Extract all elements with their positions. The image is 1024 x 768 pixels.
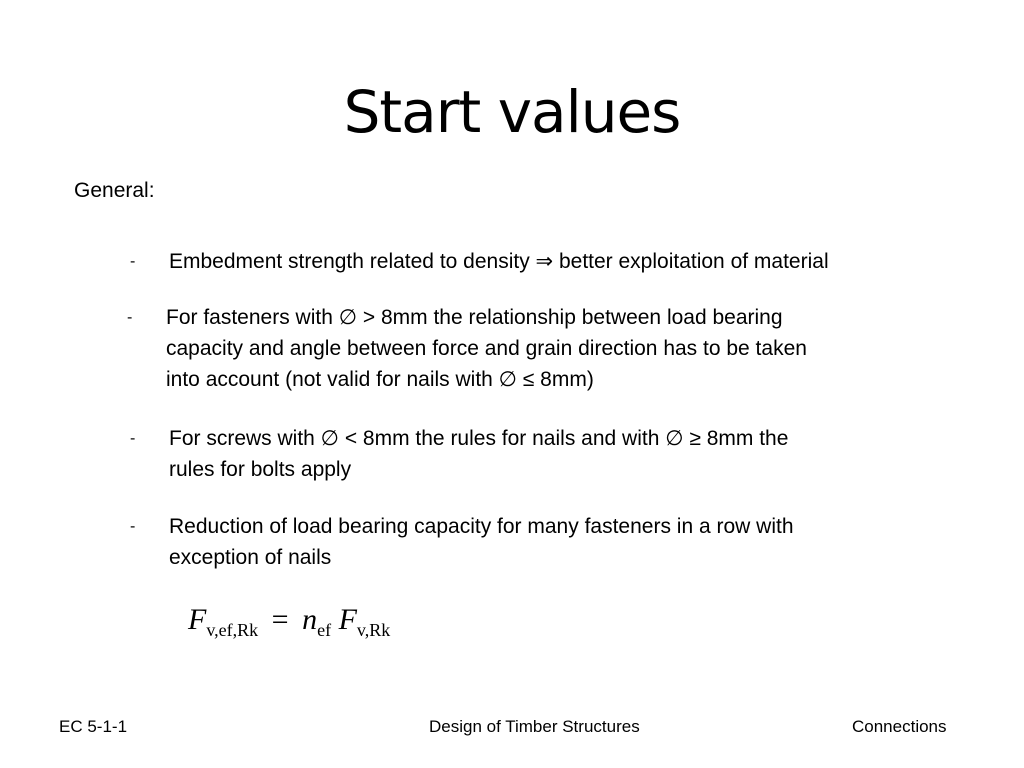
formula-lhs-symbol: F bbox=[188, 603, 207, 636]
footer-left: EC 5-1-1 bbox=[59, 717, 128, 736]
bullet-line: For screws with ∅ < 8mm the rules for nails and with ∅ ≥ 8mm the bbox=[169, 427, 789, 450]
bullet-text bbox=[169, 423, 788, 485]
formula-rhs-subscript: v,Rk bbox=[356, 620, 391, 640]
bullet-line: rules for bolts apply bbox=[169, 458, 352, 481]
bullet-line: For fasteners with ∅ > 8mm the relationship between load bearing bbox=[166, 306, 783, 329]
formula-n-symbol: n bbox=[302, 603, 318, 636]
general-label: General: bbox=[74, 179, 155, 202]
formula-n-subscript: ef bbox=[317, 620, 332, 640]
bullet-line: capacity and angle between force and grain direction has to be taken bbox=[166, 337, 807, 360]
bullet-dash: - bbox=[127, 309, 133, 326]
bullet-line: Embedment strength related to density ⇒ better exploitation of material bbox=[169, 250, 829, 273]
formula-effective-capacity bbox=[188, 600, 390, 650]
bullet-text bbox=[169, 511, 794, 573]
formula-rhs-symbol: F bbox=[338, 603, 357, 636]
bullet-line: exception of nails bbox=[169, 546, 332, 569]
footer-right: Connections bbox=[852, 717, 947, 736]
formula-equals: = bbox=[271, 603, 289, 636]
bullet-dash: - bbox=[130, 253, 136, 270]
bullet-dash: - bbox=[130, 430, 136, 447]
formula-lhs-subscript: v,ef,Rk bbox=[206, 620, 259, 640]
slide-title: Start values bbox=[343, 78, 681, 146]
bullet-text bbox=[169, 246, 829, 277]
bullet-line: into account (not valid for nails with ∅ ≤ 8mm) bbox=[166, 368, 594, 391]
bullet-dash: - bbox=[130, 518, 136, 535]
footer-center: Design of Timber Structures bbox=[429, 717, 640, 736]
bullet-text bbox=[166, 302, 807, 395]
bullet-line: Reduction of load bearing capacity for many fasteners in a row with bbox=[169, 515, 794, 538]
